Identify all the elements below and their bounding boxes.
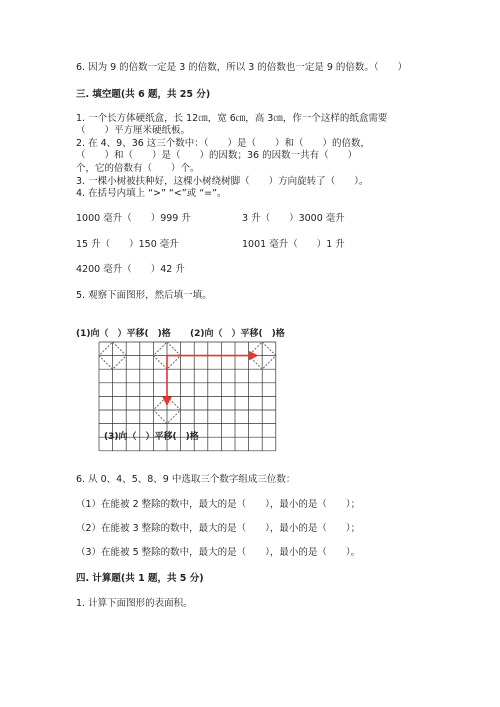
compare-item: 15 升（ ）150 毫升 (76, 239, 179, 250)
fill-q2-line-3: 个，它的倍数有（ ）个。 (76, 163, 200, 174)
calc-q1: 1. 计算下面图形的表面积。 (76, 598, 193, 609)
judge-question-6: 6. 因为 9 的倍数一定是 3 的倍数，所以 3 的倍数也一定是 9 的倍数。（ ） (76, 62, 408, 73)
fill-q6-sub: （3）在能被 5 整除的数中，最大的是（ ），最小的是（ ）。 (76, 547, 361, 558)
fill-q5: 5. 观察下面图形，然后填一填。 (76, 290, 212, 301)
section-4-title: 四. 计算题(共 1 题，共 5 分) (76, 573, 204, 584)
fill-q2-line-1: 2. 在 4、9、36 这三个数中：（ ）是（ ）和（ ）的倍数， (76, 138, 371, 149)
grid-label-3: (3)向（ ）平移( )格 (104, 432, 199, 442)
fill-q2-line-2: （ ）和（ ）是（ ）的因数；36 的因数一共有（ ） (76, 150, 358, 161)
fill-q4: 4. 在括号内填上 “>” “<”或 “=”。 (76, 188, 227, 199)
compare-item: 4200 毫升（ ）42 升 (76, 264, 185, 275)
fill-q6-sub: （2）在能被 3 整除的数中，最大的是（ ），最小的是（ ）； (76, 523, 361, 534)
fill-q1-line-1: 1. 一个长方体硬纸盒，长 12㎝，宽 6㎝，高 3㎝，作一个这样的纸盒需要 (76, 113, 388, 124)
fill-q3: 3. 一棵小树被扶种好，这棵小树绕树脚（ ）方向旋转了（ ）。 (76, 176, 369, 187)
compare-item: 1000 毫升（ ）999 升 (76, 213, 191, 224)
fill-q6-sub: （1）在能被 2 整除的数中，最大的是（ ），最小的是（ ）； (76, 499, 361, 510)
fill-q1-line-2: （ ）平方厘米硬纸板。 (76, 125, 191, 136)
grid-label-1: (1)向（ ）平移( )格 (76, 329, 171, 339)
grid-label-2: (2)向（ ）平移( )格 (190, 329, 285, 339)
compare-item: 1001 毫升（ ）1 升 (242, 239, 345, 250)
section-3-title: 三. 填空题(共 6 题，共 25 分) (76, 89, 211, 100)
fill-q6: 6. 从 0、4、5、8、9 中选取三个数字组成三位数： (76, 474, 296, 485)
compare-item: 3 升（ ）3000 毫升 (242, 213, 345, 224)
